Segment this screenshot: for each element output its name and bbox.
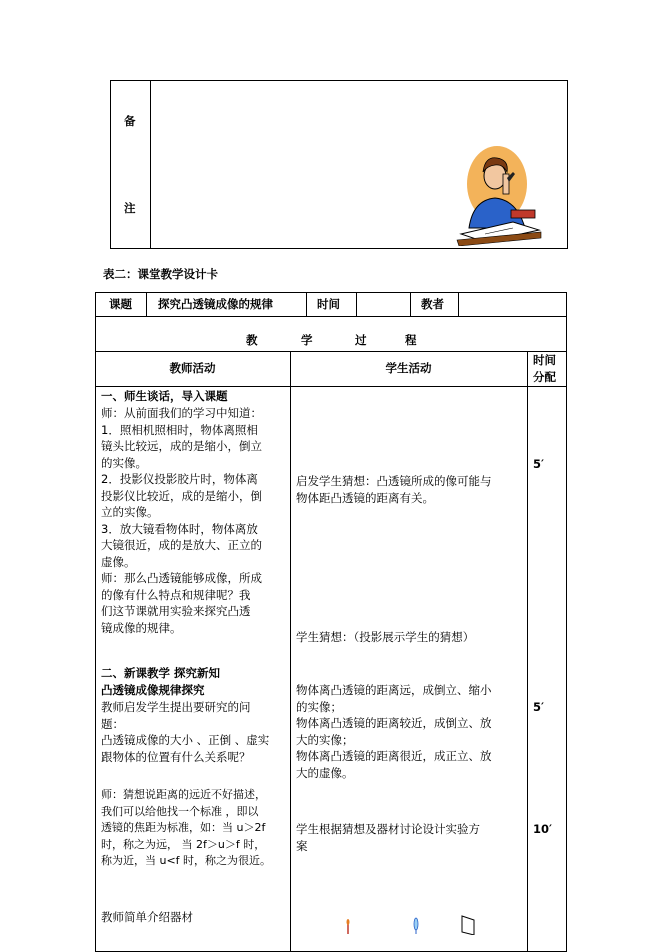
- woman-reading-clipart-icon: [455, 138, 545, 246]
- process-title-3: 过: [355, 333, 367, 347]
- teacher-line: 称为近，当 u<f 时，称之为很近。: [101, 854, 272, 867]
- teacher-line: 的像有什么特点和规律呢？我: [101, 587, 251, 602]
- teacher-line: 题：: [101, 716, 124, 731]
- student-line: 物体距凸透镜的距离有关。: [296, 490, 434, 505]
- notes-label-2: 注: [124, 201, 136, 215]
- teacher-label: 教者: [421, 297, 444, 311]
- teacher-line: 镜成像的规律。: [101, 620, 182, 635]
- student-line: 案: [296, 838, 308, 853]
- section1-heading: 一、师生谈话，导入课题: [101, 389, 228, 403]
- student-line: 学生根据猜想及器材讨论设计实验方: [296, 822, 480, 836]
- notes-label-1: 备: [124, 114, 136, 128]
- teacher-line: 3．放大镜看物体时，物体离放: [101, 521, 258, 536]
- teacher-line: 凸透镜成像的大小 、正倒 、虚实: [101, 733, 270, 747]
- teacher-line: 立的实像。: [101, 505, 159, 519]
- topic-label: 课题: [109, 297, 132, 311]
- teacher-line: 虚像。: [101, 554, 136, 569]
- section2-heading-1: 二、新课教学 探究新知: [101, 666, 221, 680]
- student-line: 物体离凸透镜的距离较近，成倒立、放: [296, 716, 492, 730]
- student-block-1: [296, 473, 526, 506]
- teacher-line: 镜头比较远，成的是缩小，倒立: [101, 439, 262, 453]
- process-title-1: 教: [246, 333, 258, 347]
- process-title-2: 学: [301, 333, 313, 347]
- student-line: 物体离凸透镜的距离远，成倒立、缩小: [296, 683, 492, 697]
- teacher-line: 师：那么凸透镜能够成像，所成: [101, 571, 262, 585]
- student-line: 大的实像；: [296, 732, 354, 747]
- teacher-line: 跟物体的位置有什么关系呢？: [101, 749, 251, 764]
- teacher-line: 我们可以给他找一个标准 ，即以: [101, 804, 259, 818]
- teacher-line: 2．投影仪投影胶片时，物体离: [101, 472, 258, 486]
- time-slot-3: 10′: [533, 822, 553, 836]
- student-activity-header: 学生活动: [385, 361, 432, 375]
- section2-heading-2: 凸透镜成像规律探究: [101, 683, 205, 697]
- teacher-line: 1．照相机照相时，物体离照相: [101, 422, 258, 437]
- topic-value: 探究凸透镜成像的规律: [158, 297, 273, 311]
- section2-body: [101, 699, 287, 765]
- teacher-line: 们这节课就用实验来探究凸透: [101, 604, 251, 618]
- section3-body: [101, 787, 289, 870]
- teacher-line: 教师启发学生提出要研究的问: [101, 700, 251, 714]
- notes-divider: [150, 80, 151, 249]
- process-title-4: 程: [405, 333, 417, 347]
- time-slot-2: 5′: [533, 700, 545, 714]
- teacher-line: 时，称之为远， 当 2f＞u＞f 时，: [101, 837, 266, 851]
- teacher-line: 大镜很近，成的是放大、正立的: [101, 538, 262, 552]
- student-line: 的实像；: [296, 699, 342, 714]
- teacher-activity-header: 教师活动: [169, 361, 216, 375]
- student-block-3: [296, 682, 526, 781]
- teacher-line: 投影仪比较近，成的是缩小，倒: [101, 488, 262, 503]
- time-allocation-header-1: 时间: [533, 353, 556, 367]
- table-caption: 表二：课堂教学设计卡: [103, 267, 218, 281]
- time-slot-1: 5′: [533, 457, 545, 471]
- teacher-line: 师：猜想说距离的远近不好描述，: [101, 788, 266, 801]
- teacher-line: 的实像。: [101, 455, 147, 470]
- teacher-line: 透镜的焦距为标准，如：当 u＞2f: [101, 821, 266, 834]
- student-line: 大的虚像。: [296, 765, 354, 780]
- teacher-line: 师：从前面我们的学习中知道：: [101, 406, 262, 420]
- optics-apparatus-icon: [330, 914, 480, 935]
- student-line: 物体离凸透镜的距离很近，成正立、放: [296, 749, 492, 763]
- time-allocation-header-2: 分配: [533, 370, 556, 384]
- time-label: 时间: [317, 297, 340, 311]
- section4-line: 教师简单介绍器材: [101, 910, 193, 924]
- student-block-4: [296, 821, 526, 854]
- section1-body: [101, 405, 287, 636]
- student-line: 启发学生猜想：凸透镜所成的像可能与: [296, 474, 492, 488]
- student-block-2: 学生猜想：（投影展示学生的猜想）: [296, 630, 475, 644]
